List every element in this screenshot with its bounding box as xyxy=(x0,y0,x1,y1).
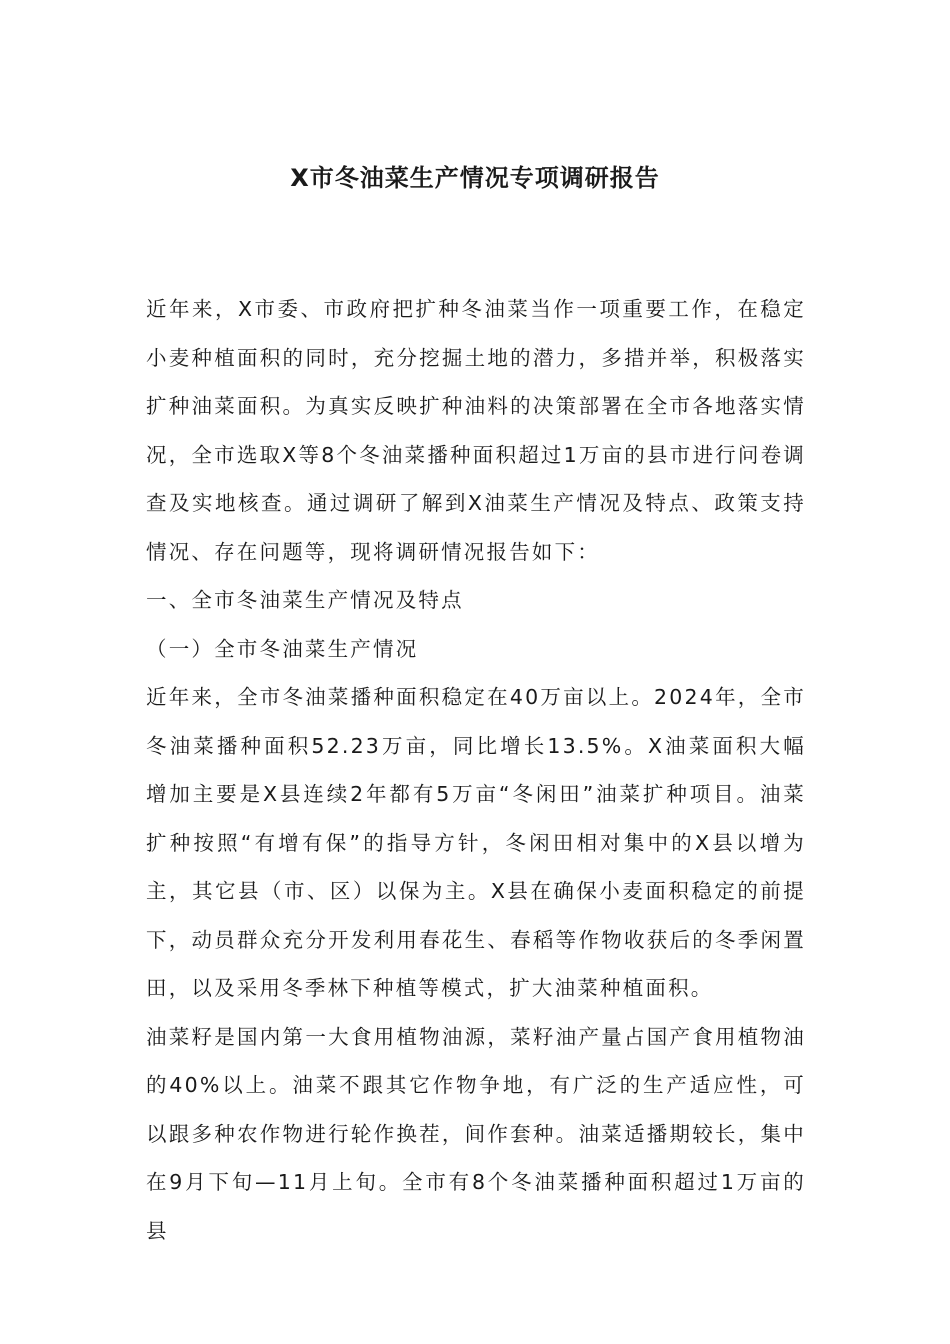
intro-paragraph: 近年来，X市委、市政府把扩种冬油菜当作一项重要工作，在稳定小麦种植面积的同时，充分挖掘土地的潜力，多措并举，积极落实扩种油菜面积。为真实反映扩种油料的决策部署在全市各地落实情况，全市选取X等8个冬油菜播种面积超过1万亩的县市进行问卷调查及实地核查。通过调研了解到X油菜生产情况及特点、政策支持情况、存在问题等，现将调研情况报告如下： xyxy=(146,297,806,564)
production-paragraph: 近年来，全市冬油菜播种面积稳定在40万亩以上。2024年，全市冬油菜播种面积52.23万亩，同比增长13.5%。X油菜面积大幅增加主要是X县连续2年都有5万亩“冬闲田”油菜扩种项目。油菜扩种按照“有增有保”的指导方针，冬闲田相对集中的X县以增为主，其它县（市、区）以保为主。X县在确保小麦面积稳定的前提下，动员群众充分开发利用春花生、春稻等作物收获后的冬季闲置田，以及采用冬季林下种植等模式，扩大油菜种植面积。 xyxy=(146,685,806,1000)
section-heading-1: 一、全市冬油菜生产情况及特点 xyxy=(146,588,464,612)
document-body xyxy=(146,285,806,1255)
subsection-heading-1: （一）全市冬油菜生产情况 xyxy=(146,636,419,661)
document-title: X市冬油菜生产情况专项调研报告 xyxy=(290,164,660,192)
rapeseed-paragraph: 油菜籽是国内第一大食用植物油源，菜籽油产量占国产食用植物油的40%以上。油菜不跟其它作物争地，有广泛的生产适应性，可以跟多种农作物进行轮作换茬，间作套种。油菜适播期较长，集中在9月下旬—11月上旬。全市有8个冬油菜播种面积超过1万亩的县 xyxy=(146,1024,806,1243)
